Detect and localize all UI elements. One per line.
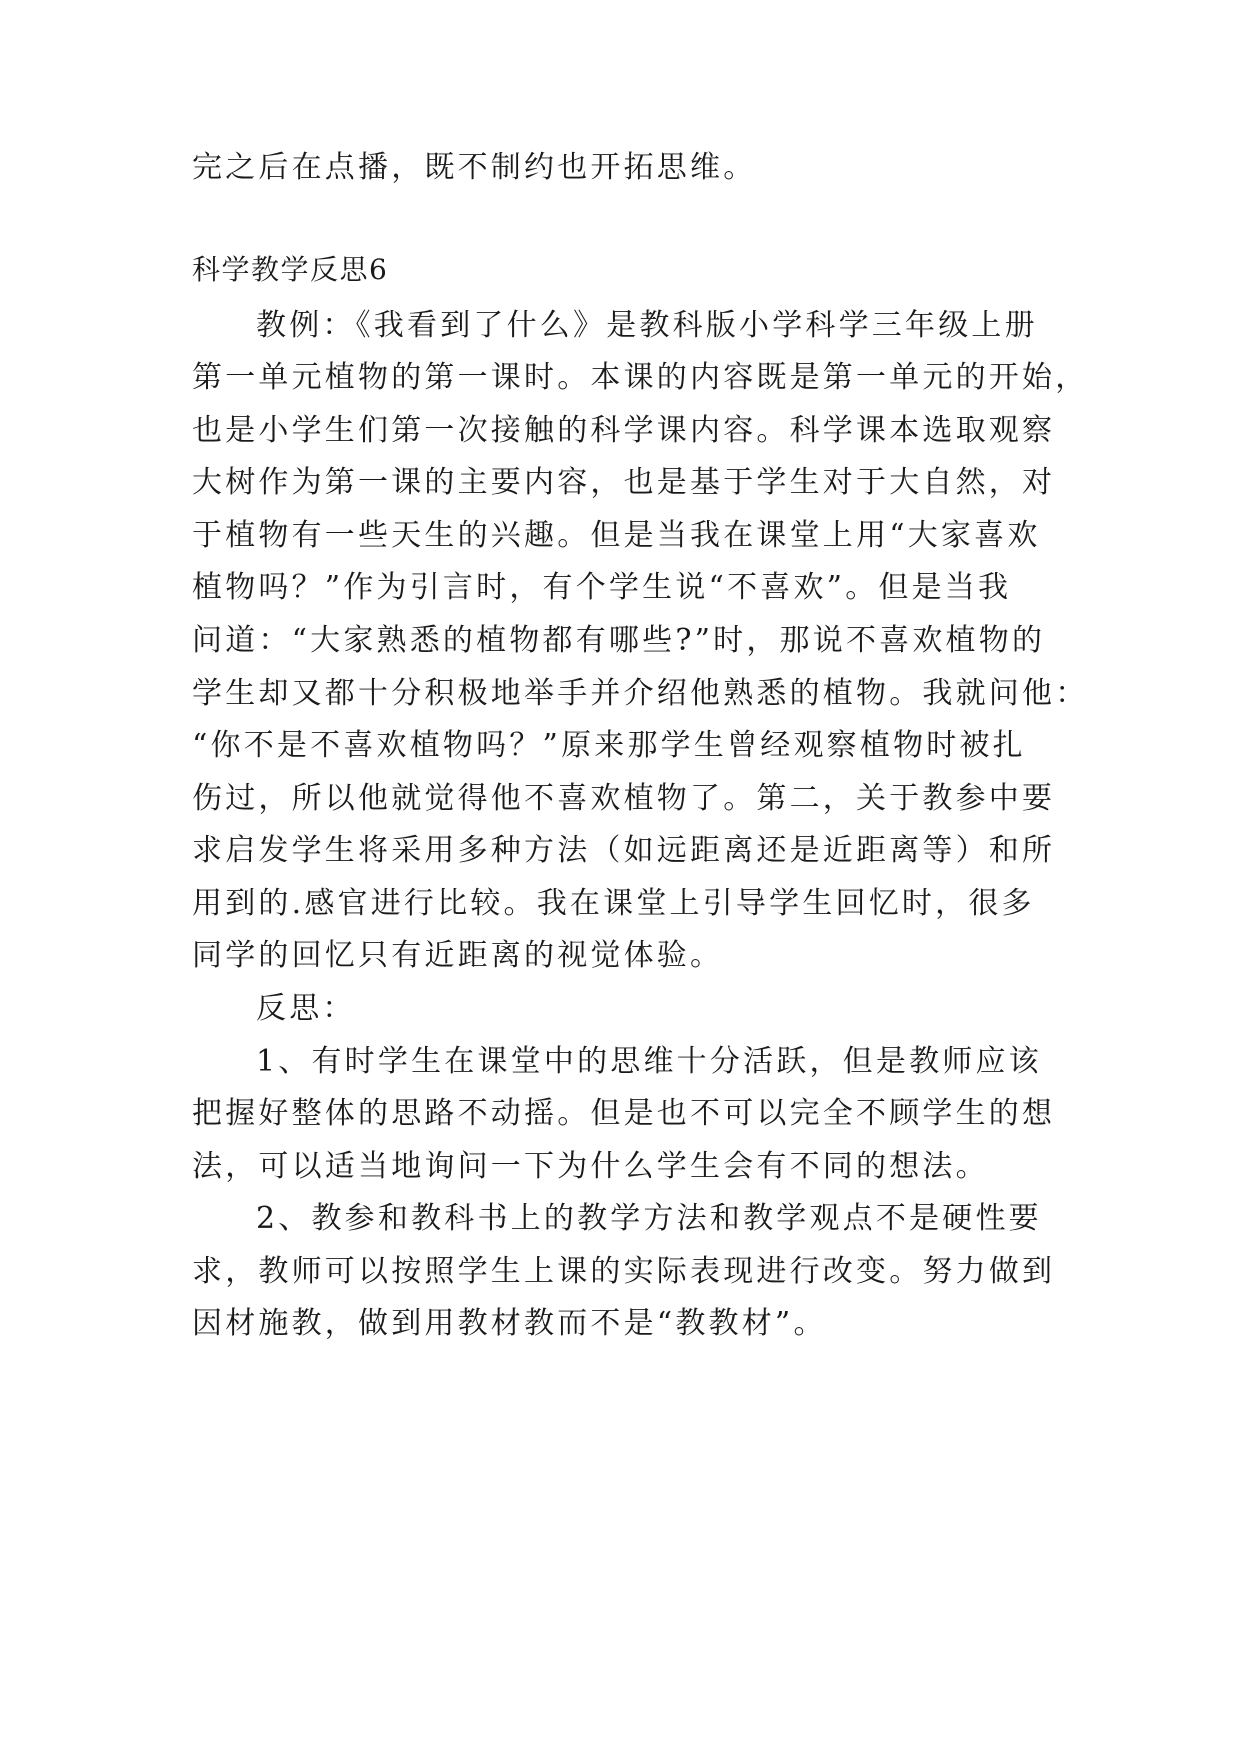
- case-line: 第一单元植物的第一课时。本课的内容既是第一单元的开始，: [192, 360, 1089, 395]
- case-line: 用到的.感官进行比较。我在课堂上引导学生回忆时，很多: [192, 886, 1035, 921]
- case-line: 于植物有一些天生的兴趣。但是当我在课堂上用“大家喜欢: [192, 518, 1041, 553]
- point-2-line: 求，教师可以按照学生上课的实际表现进行改变。努力做到: [192, 1254, 1056, 1289]
- case-line: 伤过，所以他就觉得他不喜欢植物了。第二，关于教参中要: [192, 781, 1056, 816]
- case-line: 也是小学生们第一次接触的科学课内容。科学课本选取观察: [192, 413, 1056, 448]
- case-line: 大树作为第一课的主要内容，也是基于学生对于大自然，对: [192, 465, 1056, 500]
- case-line: “你不是不喜欢植物吗？”原来那学生曾经观察植物时被扎: [192, 728, 1026, 763]
- section-title: 科学教学反思6: [192, 253, 389, 286]
- case-line: 植物吗？”作为引言时，有个学生说“不喜欢”。但是当我: [192, 570, 1012, 605]
- point-2-line: 2、教参和教科书上的教学方法和教学观点不是硬性要: [256, 1201, 1042, 1236]
- continuation-line: 完之后在点播，既不制约也开拓思维。: [192, 150, 757, 185]
- point-1-line: 1、有时学生在课堂中的思维十分活跃，但是教师应该: [256, 1044, 1042, 1079]
- case-line: 问道：“大家熟悉的植物都有哪些?”时，那说不喜欢植物的: [192, 623, 1046, 658]
- case-line: 同学的回忆只有近距离的视觉体验。: [192, 938, 724, 973]
- point-1-line: 把握好整体的思路不动摇。但是也不可以完全不顾学生的想: [192, 1096, 1056, 1131]
- point-2-line: 因材施教，做到用教材教而不是“教教材”。: [192, 1306, 827, 1341]
- point-1-line: 法，可以适当地询问一下为什么学生会有不同的想法。: [192, 1149, 989, 1184]
- reflection-label: 反思：: [256, 991, 356, 1026]
- case-line: 教例：《我看到了什么》是教科版小学科学三年级上册: [256, 308, 1038, 343]
- case-line: 求启发学生将采用多种方法（如远距离还是近距离等）和所: [192, 833, 1056, 868]
- case-line: 学生却又都十分积极地举手并介绍他熟悉的植物。我就问他：: [192, 676, 1089, 711]
